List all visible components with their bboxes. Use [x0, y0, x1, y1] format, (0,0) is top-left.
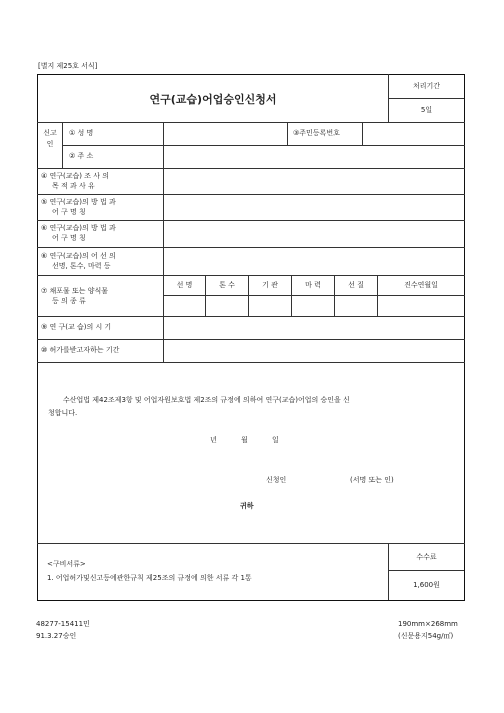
hline-period-bottom [37, 339, 465, 340]
address-label: ② 주 소 [69, 152, 94, 160]
footer-approval: 91.3.27승인 [36, 632, 77, 640]
period-label: ⑨ 연 구(교 습)의 시 기 [41, 323, 112, 331]
processing-divider [388, 98, 464, 99]
hline-title-bottom [37, 122, 465, 123]
processing-value: 5일 [420, 106, 433, 114]
catch-label-2: 등 의 종 류 [52, 297, 86, 305]
vessel-label-1: ⑥ 연구(교습)의 어 선 의 [41, 252, 116, 260]
catch-label-1: ⑦ 채포물 또는 양식물 [41, 287, 109, 295]
vessel-label-2: 선명, 톤수, 마력 등 [52, 262, 111, 270]
method2-label-2: 어 구 명 칭 [52, 234, 86, 242]
hline-vessel-bottom [37, 275, 465, 276]
hline-method2-bottom [37, 247, 465, 248]
method1-label-2: 어 구 명 칭 [52, 208, 86, 216]
statement-line-1: 수산업법 제42조제3항 및 어업자원보호법 제2조의 규정에 의하여 연구(교습)어업의 승인을 신 [63, 396, 350, 404]
hline-applicant-bottom [37, 168, 465, 169]
signature-note: (서명 또는 인) [350, 476, 394, 484]
vline-applicant-group [62, 122, 63, 168]
processing-label: 처리기간 [412, 82, 441, 90]
name-label: ① 성 명 [69, 129, 94, 137]
footer-paper-type: (신문용지54g/㎡) [398, 632, 454, 640]
date-line: 년 월 일 [210, 436, 279, 444]
method2-label-1: ⑥ 연구(교습)의 방 법 과 [41, 224, 116, 232]
hline-col-headers-bottom [163, 295, 465, 296]
col-header-tonnage: 톤 수 [219, 281, 235, 289]
hline-purpose-bottom [37, 194, 465, 195]
vline-id-left [287, 122, 288, 145]
applicant-group-label: 신고인 [43, 129, 57, 148]
purpose-label-1: ④ 연구(교습) 조 사 의 [41, 172, 109, 180]
statement-line-2: 청합니다. [48, 409, 78, 417]
method1-label-1: ⑤ 연구(교습)의 방 법 과 [41, 198, 116, 206]
recipient-label: 귀하 [240, 502, 254, 510]
permit-period-label: ⑩ 허가를받고자하는 기간 [41, 346, 120, 354]
form-title: 연구(교습)어업승인신청서 [149, 93, 277, 106]
fee-value: 1,600원 [413, 581, 440, 589]
purpose-label-2: 목 적 과 사 유 [52, 182, 95, 190]
col-header-hull: 선 질 [348, 281, 364, 289]
applicant-sign-label: 신청인 [266, 476, 287, 484]
id-number-label: ③주민등록번호 [293, 129, 340, 137]
hline-name-bottom [62, 145, 465, 146]
footer-code: 48277-15411민 [36, 620, 90, 628]
vline-fee [388, 543, 389, 600]
form-number: [별지 제25호 서식] [38, 62, 98, 70]
frame-left [37, 74, 38, 601]
hline-method1-bottom [37, 220, 465, 221]
footer-paper-size: 190mm×268mm [398, 620, 458, 628]
hline-fee-divider [388, 570, 464, 571]
frame-bottom [37, 600, 465, 601]
required-docs-item-1: 1. 어업허가및신고등에관한규칙 제25조의 규정에 의한 서류 각 1통 [47, 574, 252, 582]
col-header-horsepower: 마 력 [305, 281, 321, 289]
col-header-launch-date: 진수연월일 [404, 281, 438, 289]
hline-permit-bottom [37, 362, 465, 363]
hline-catch-bottom [37, 316, 465, 317]
col-header-engine: 기 관 [262, 281, 278, 289]
vline-id-right [362, 122, 363, 145]
frame-right [464, 74, 465, 601]
required-docs-label: <구비서류> [47, 560, 86, 568]
col-header-vessel-name: 선 명 [176, 281, 193, 289]
hline-statement-bottom [37, 543, 465, 544]
frame-top [37, 74, 465, 75]
vline-label-column [163, 122, 164, 362]
fee-label: 수수료 [416, 553, 437, 561]
